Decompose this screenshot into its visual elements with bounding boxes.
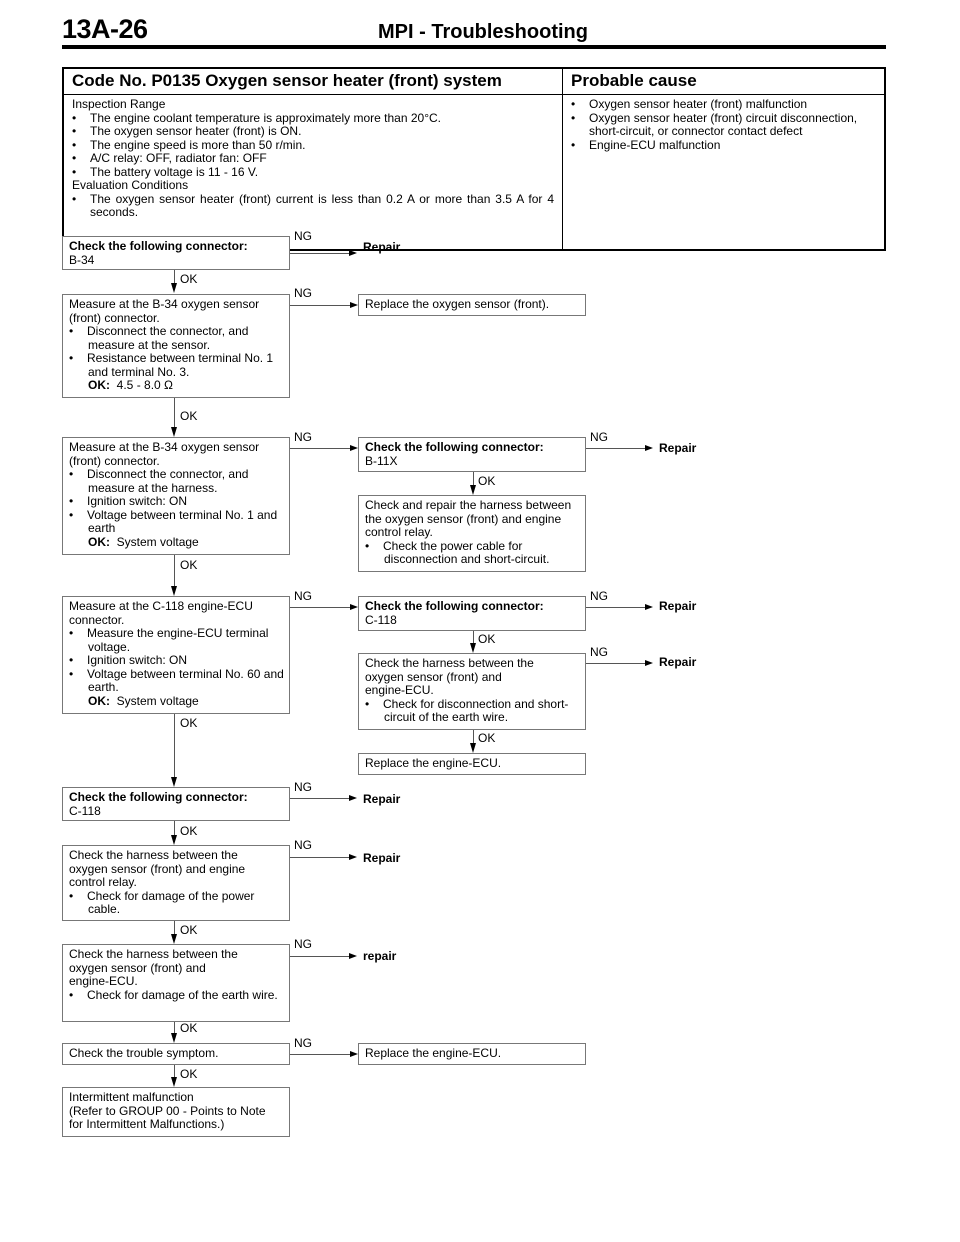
- ok-label: OK: [478, 632, 496, 646]
- step-check-connector-b11x: Check the following connector: B-11X: [358, 437, 586, 472]
- step-replace-engine-ecu-final: Replace the engine-ECU.: [358, 1043, 586, 1065]
- ng-label: NG: [590, 430, 608, 444]
- ng-label: NG: [590, 589, 608, 603]
- repair-action: Repair: [659, 655, 697, 669]
- ng-label: NG: [590, 645, 608, 659]
- inspection-conditions-cell: [63, 95, 563, 251]
- arrow-down-icon: [470, 485, 476, 495]
- step-measure-sensor-resistance: Measure at the B-34 oxygen sensor (front) connector. • Disconnect the connector, and measure at the sensor. • Resistance between terminal No. 1 and terminal No. 3. OK: 4.5 - 8.0 Ω: [62, 294, 290, 398]
- ng-label: NG: [294, 838, 312, 852]
- step-measure-harness-voltage: Measure at the B-34 oxygen sensor (front) connector. • Disconnect the connector, and measure at the harness. • Ignition switch: ON • Voltage between terminal No. 1 and earth OK: System voltage: [62, 437, 290, 555]
- ok-connector: [473, 472, 474, 485]
- step-check-connector-b34: Check the following connector: B-34: [62, 236, 290, 270]
- ng-label: NG: [294, 229, 312, 243]
- inspection-range-label: Inspection Range: [72, 97, 166, 111]
- ng-connector: [290, 857, 349, 858]
- list-item: • Engine-ECU malfunction: [571, 137, 721, 152]
- list-item: • A/C relay: OFF, radiator fan: OFF: [72, 151, 267, 165]
- repair-action: Repair: [363, 851, 401, 865]
- ng-connector: [586, 663, 645, 664]
- ok-connector: [174, 1065, 175, 1077]
- arrow-right-icon: [350, 302, 358, 308]
- arrow-right-icon: [350, 1051, 358, 1057]
- code-header: Code No. P0135 Oxygen sensor heater (front) system: [63, 68, 563, 95]
- arrow-right-icon: [349, 250, 357, 256]
- ok-label: OK: [180, 409, 198, 423]
- repair-action: repair: [363, 949, 397, 963]
- step-intermittent-malfunction: Intermittent malfunction (Refer to GROUP 00 - Points to Note for Intermittent Malfunctions.): [62, 1087, 290, 1137]
- list-item: • The engine speed is more than 50 r/min.: [72, 137, 306, 152]
- page-number: 13A-26: [62, 14, 148, 44]
- step-check-connector-c118: Check the following connector: C-118: [62, 787, 290, 821]
- ng-connector: [586, 448, 645, 449]
- ng-connector: [290, 305, 350, 306]
- ng-connector: [290, 956, 349, 957]
- ok-connector: [174, 270, 175, 284]
- repair-action: Repair: [363, 792, 401, 806]
- ok-connector: [174, 398, 175, 427]
- ok-label: OK: [180, 824, 198, 838]
- code-table: [62, 67, 886, 251]
- page-title: MPI - Troubleshooting: [378, 21, 588, 43]
- arrow-down-icon: [470, 743, 476, 753]
- ok-label: OK: [180, 1067, 198, 1081]
- ng-label: NG: [294, 1036, 312, 1050]
- arrow-down-icon: [171, 934, 177, 944]
- list-item: • The oxygen sensor heater (front) is ON.: [72, 124, 302, 138]
- step-check-harness-earth: Check the harness between the oxygen sensor (front) and engine-ECU. • Check for damage of the earth wire.: [62, 944, 290, 1022]
- ok-connector: [174, 921, 175, 934]
- arrow-right-icon: [349, 854, 357, 860]
- step-check-harness-ecu-earth: Check the harness between the oxygen sensor (front) and engine-ECU. • Check for disconnection and short-circuit of the earth wire.: [358, 653, 586, 730]
- arrow-right-icon: [350, 604, 358, 610]
- arrow-down-icon: [171, 586, 177, 596]
- list-item: • Oxygen sensor heater (front) malfunction: [571, 97, 808, 111]
- arrow-down-icon: [171, 777, 177, 787]
- arrow-down-icon: [171, 1033, 177, 1043]
- ok-connector: [174, 555, 175, 586]
- arrow-down-icon: [171, 283, 177, 293]
- ng-connector: [290, 607, 350, 608]
- arrow-right-icon: [349, 795, 357, 801]
- ng-label: NG: [294, 780, 312, 794]
- ok-label: OK: [478, 731, 496, 745]
- arrow-right-icon: [645, 445, 653, 451]
- arrow-right-icon: [350, 445, 358, 451]
- step-measure-ecu-voltage: Measure at the C-118 engine-ECU connector. • Measure the engine-ECU terminal voltage. • Ignition switch: ON • Voltage between terminal No. 60 and earth. OK: System voltage: [62, 596, 290, 714]
- ok-connector: [473, 730, 474, 743]
- step-replace-engine-ecu: Replace the engine-ECU.: [358, 753, 586, 775]
- arrow-right-icon: [349, 953, 357, 959]
- ok-label: OK: [180, 558, 198, 572]
- arrow-down-icon: [171, 1077, 177, 1087]
- ok-label: OK: [180, 1021, 198, 1035]
- ok-label: OK: [478, 474, 496, 488]
- ng-label: NG: [294, 286, 312, 300]
- ok-connector: [473, 631, 474, 643]
- arrow-down-icon: [171, 427, 177, 437]
- ok-connector: [174, 714, 175, 777]
- ok-label: OK: [180, 923, 198, 937]
- list-item: • The battery voltage is 11 - 16 V.: [72, 164, 259, 179]
- step-check-harness-power: Check the harness between the oxygen sensor (front) and engine control relay. • Check for damage of the power cable.: [62, 845, 290, 921]
- ng-label: NG: [294, 937, 312, 951]
- ng-connector: [586, 607, 645, 608]
- step-repair-harness-relay: Check and repair the harness between the oxygen sensor (front) and engine control relay. • Check the power cable for disconnection and short-circuit.: [358, 495, 586, 572]
- evaluation-label: Evaluation Conditions: [72, 178, 189, 192]
- repair-action: Repair: [363, 240, 401, 254]
- list-item: • The oxygen sensor heater (front) current is less than 0.2 A or more than 3.5 A for 4 seconds.: [72, 191, 554, 219]
- arrow-right-icon: [645, 604, 653, 610]
- arrow-right-icon: [645, 660, 653, 666]
- ng-connector: [290, 798, 349, 799]
- ng-label: NG: [294, 430, 312, 444]
- ok-connector: [174, 821, 175, 835]
- repair-action: Repair: [659, 599, 697, 613]
- ng-label: NG: [294, 589, 312, 603]
- ng-connector: [290, 448, 350, 449]
- step-replace-oxygen-sensor: Replace the oxygen sensor (front).: [358, 294, 586, 316]
- header-rule: [62, 45, 886, 49]
- ng-connector: [290, 1054, 350, 1055]
- probable-cause-header: Probable cause: [563, 68, 886, 95]
- arrow-down-icon: [470, 643, 476, 653]
- repair-action: Repair: [659, 441, 697, 455]
- list-item: • Oxygen sensor heater (front) circuit disconnection, short-circuit, or connector contact defect: [571, 110, 858, 138]
- ok-connector: [174, 1022, 175, 1033]
- probable-cause-cell: [563, 95, 886, 251]
- arrow-down-icon: [171, 835, 177, 845]
- step-check-trouble-symptom: Check the trouble symptom.: [62, 1043, 290, 1065]
- ok-label: OK: [180, 716, 198, 730]
- ok-label: OK: [180, 272, 198, 286]
- step-check-connector-c118-right: Check the following connector: C-118: [358, 596, 586, 631]
- list-item: • The engine coolant temperature is approximately more than 20°C.: [72, 110, 441, 125]
- ng-connector: [290, 253, 349, 254]
